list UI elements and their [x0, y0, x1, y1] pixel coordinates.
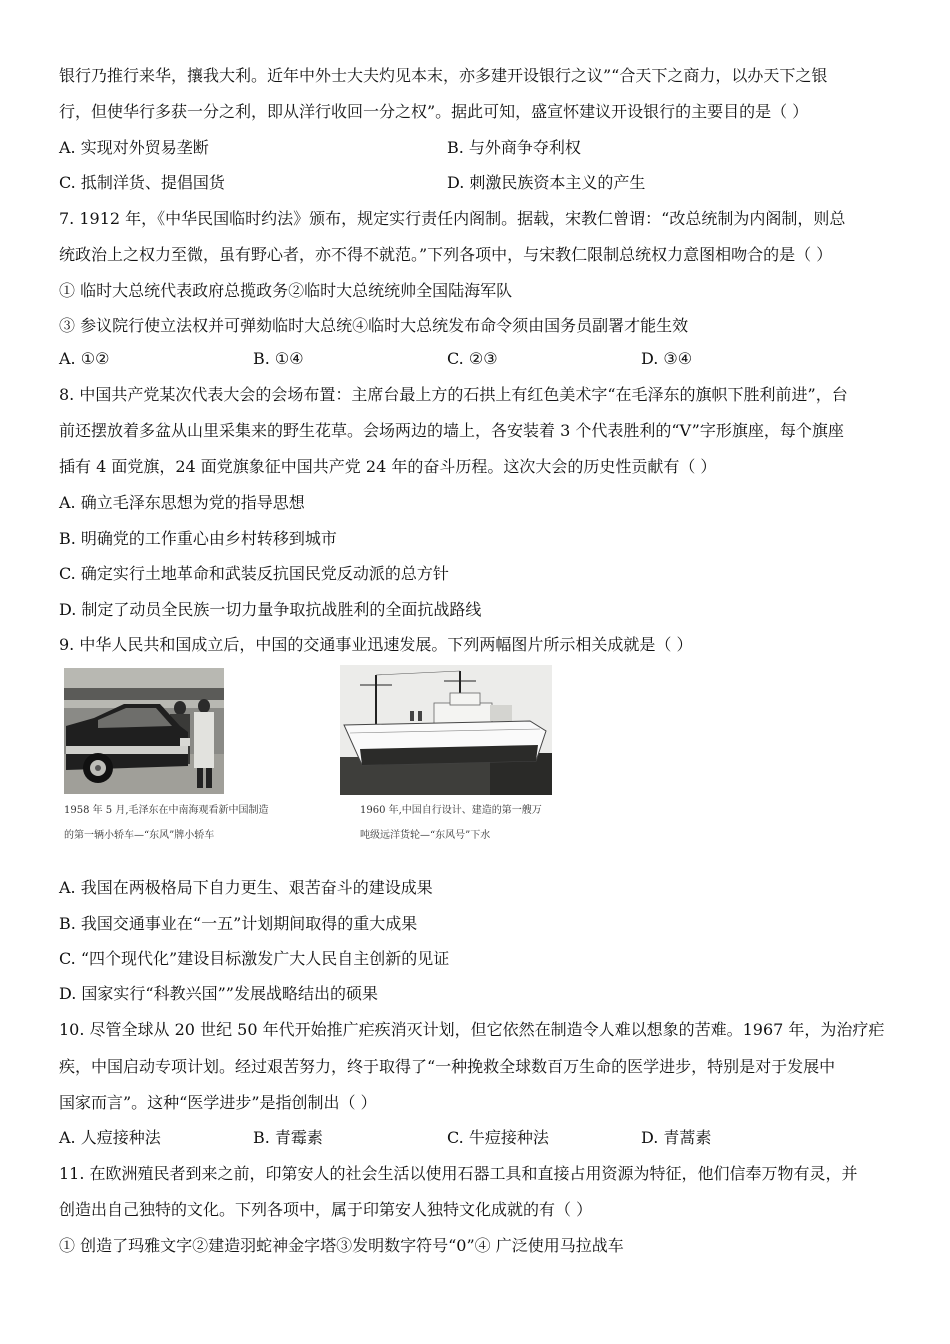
- q10-option-a: A. 人痘接种法: [59, 1128, 161, 1147]
- q7-option-c: C. ②③: [447, 349, 498, 368]
- q7-text-line-1: 7. 1912 年，《中华民国临时约法》颁布，规定实行责任内阁制。据载，宋教仁曾谓：“改总统制为内阁制，则总: [59, 209, 846, 228]
- q7-option-d: D. ③④: [641, 349, 693, 368]
- q9-option-b: B. 我国交通事业在“一五”计划期间取得的重大成果: [59, 914, 418, 933]
- q6-option-b: B. 与外商争夺利权: [447, 138, 581, 157]
- q10-option-b: B. 青霉素: [253, 1128, 323, 1147]
- q10-text-line-2: 疾，中国启动专项计划。经过艰苦努力，终于取得了“一种挽救全球数百万生命的医学进步，特别是对于发展中: [59, 1057, 836, 1076]
- q8-option-a: A. 确立毛泽东思想为党的指导思想: [59, 493, 305, 512]
- q6-text-line-1: 银行乃推行来华，攘我大利。近年中外士大夫灼见本末，亦多建开设银行之议”“合天下之商力，以办天下之银: [59, 66, 828, 85]
- q7-text-line-2: 统政治上之权力至微，虽有野心者，亦不得不就范。”下列各项中，与宋教仁限制总统权力意图相吻合的是（ ）: [59, 245, 833, 264]
- q8-text-line-3: 插有 4 面党旗，24 面党旗象征中国共产党 24 年的奋斗历程。这次大会的历史性贡献有（ ）: [59, 457, 717, 476]
- q8-option-c: C. 确定实行土地革命和武装反抗国民党反动派的总方针: [59, 564, 449, 583]
- car-photo-caption-line-2: 的第一辆小轿车—“东风”牌小轿车: [64, 830, 215, 841]
- q11-text-line-1: 11. 在欧洲殖民者到来之前，印第安人的社会生活以使用石器工具和直接占用资源为特征，他们信奉万物有灵，并: [59, 1164, 858, 1183]
- q6-text-line-2: 行，但使华行多获一分之利，即从洋行收回一分之权”。据此可知，盛宣怀建议开设银行的主要目的是（ ）: [59, 102, 809, 121]
- q8-text-line-2: 前还摆放着多盆从山里采集来的野生花草。会场两边的墙上，各安装着 3 个代表胜利的“V”字形旗座，每个旗座: [59, 421, 844, 440]
- ship-photo-caption-line-2: 吨级远洋货轮—“东风号”下水: [360, 830, 491, 841]
- q6-option-c: C. 抵制洋货、提倡国货: [59, 173, 225, 192]
- q6-option-a: A. 实现对外贸易垄断: [59, 138, 209, 157]
- car-photo-drawing: [64, 668, 224, 794]
- q9-option-a: A. 我国在两极格局下自力更生、艰苦奋斗的建设成果: [59, 878, 433, 897]
- ship-photo: [340, 665, 552, 795]
- q11-text-line-2: 创造出自己独特的文化。下列各项中，属于印第安人独特文化成就的有（ ）: [59, 1200, 593, 1219]
- q7-option-a: A. ①②: [59, 349, 110, 368]
- q10-option-d: D. 青蒿素: [641, 1128, 712, 1147]
- q11-statements: ① 创造了玛雅文字②建造羽蛇神金字塔③发明数字符号“0”④ 广泛使用马拉战车: [59, 1236, 624, 1255]
- q7-statement-1-2: ① 临时大总统代表政府总揽政务②临时大总统统帅全国陆海军队: [59, 281, 513, 300]
- q9-option-d: D. 国家实行“科教兴国””发展战略结出的硕果: [59, 984, 378, 1003]
- q10-option-c: C. 牛痘接种法: [447, 1128, 549, 1147]
- q10-text-line-1: 10. 尽管全球从 20 世纪 50 年代开始推广疟疾消灭计划，但它依然在制造令人难以想象的苦难。1967 年，为治疗疟: [59, 1020, 885, 1039]
- q7-statement-3-4: ③ 参议院行使立法权并可弹劾临时大总统④临时大总统发布命令须由国务员副署才能生效: [59, 316, 689, 335]
- q10-text-line-3: 国家而言”。这种“医学进步”是指创制出（ ）: [59, 1093, 377, 1112]
- q6-option-d: D. 刺激民族资本主义的产生: [447, 173, 646, 192]
- q9-option-c: C. “四个现代化”建设目标激发广大人民自主创新的见证: [59, 949, 450, 968]
- q8-option-b: B. 明确党的工作重心由乡村转移到城市: [59, 529, 337, 548]
- car-photo: [64, 668, 224, 794]
- q7-option-b: B. ①④: [253, 349, 304, 368]
- q9-text-line-1: 9. 中华人民共和国成立后，中国的交通事业迅速发展。下列两幅图片所示相关成就是（ ）: [59, 635, 693, 654]
- ship-photo-drawing: [340, 665, 552, 795]
- q8-option-d: D. 制定了动员全民族一切力量争取抗战胜利的全面抗战路线: [59, 600, 482, 619]
- car-photo-caption-line-1: 1958 年 5 月,毛泽东在中南海观看新中国制造: [64, 805, 269, 816]
- q8-text-line-1: 8. 中国共产党某次代表大会的会场布置：主席台最上方的石拱上有红色美术字“在毛泽东的旗帜下胜利前进”，台: [59, 385, 848, 404]
- ship-photo-caption-line-1: 1960 年,中国自行设计、建造的第一艘万: [360, 805, 542, 816]
